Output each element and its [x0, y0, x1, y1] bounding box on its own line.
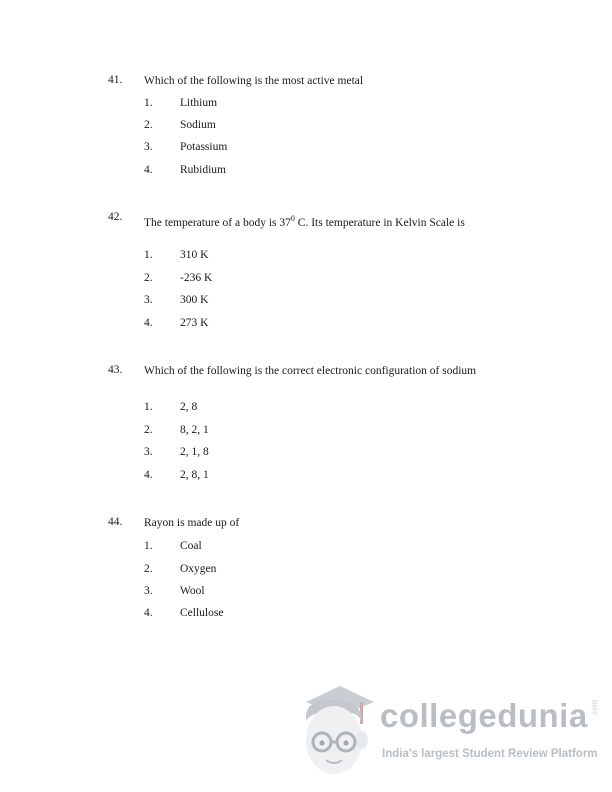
option-text: 2, 8, 1 — [180, 469, 209, 481]
brand-name: collegedunia — [380, 697, 588, 734]
question-text: Rayon is made up of — [144, 517, 240, 529]
option-text: -236 K — [180, 272, 213, 284]
degree-superscript: 0 — [290, 214, 295, 223]
option-text: 300 K — [180, 294, 209, 306]
question-text: Which of the following is the most active metal — [144, 75, 364, 87]
option-number: 3. — [144, 446, 153, 458]
option-text: 2, 1, 8 — [180, 446, 209, 458]
option-text: 273 K — [180, 317, 209, 329]
option-text: 8, 2, 1 — [180, 424, 209, 436]
option-number: 4. — [144, 164, 153, 176]
option-text: Coal — [180, 540, 202, 552]
question-number: 41. — [108, 74, 123, 86]
option-text: Lithium — [180, 97, 218, 109]
option-number: 3. — [144, 141, 153, 153]
option-number: 1. — [144, 97, 153, 109]
option-number: 1. — [144, 401, 153, 413]
option-number: 2. — [144, 424, 153, 436]
question-text: The temperature of a body is $37^0$ C. Its temperature in Kelvin Scale is — [144, 214, 465, 229]
option-text: Rubidium — [180, 164, 227, 176]
option-number: 4. — [144, 469, 153, 481]
option-text: Oxygen — [180, 563, 217, 575]
brand-tagline: India's largest Student Review Platform — [382, 748, 598, 760]
question-number: 42. — [108, 211, 123, 223]
option-number: 2. — [144, 563, 153, 575]
option-number: 1. — [144, 540, 153, 552]
option-number: 3. — [144, 294, 153, 306]
question-number: 44. — [108, 516, 123, 528]
option-text: Cellulose — [180, 607, 224, 619]
mascot-icon — [296, 680, 378, 780]
option-text: Sodium — [180, 119, 216, 131]
question-text: Which of the following is the correct electronic configuration of sodium — [144, 365, 477, 377]
option-number: 3. — [144, 585, 153, 597]
option-number: 4. — [144, 607, 153, 619]
option-number: 2. — [144, 272, 153, 284]
option-text: Wool — [180, 585, 205, 597]
option-text: 310 K — [180, 249, 209, 261]
option-number: 1. — [144, 249, 153, 261]
option-number: 2. — [144, 119, 153, 131]
option-number: 4. — [144, 317, 153, 329]
brand-suffix: .com — [590, 699, 599, 717]
option-text: 2, 8 — [180, 401, 198, 413]
option-text: Potassium — [180, 141, 228, 153]
question-number: 43. — [108, 364, 123, 376]
